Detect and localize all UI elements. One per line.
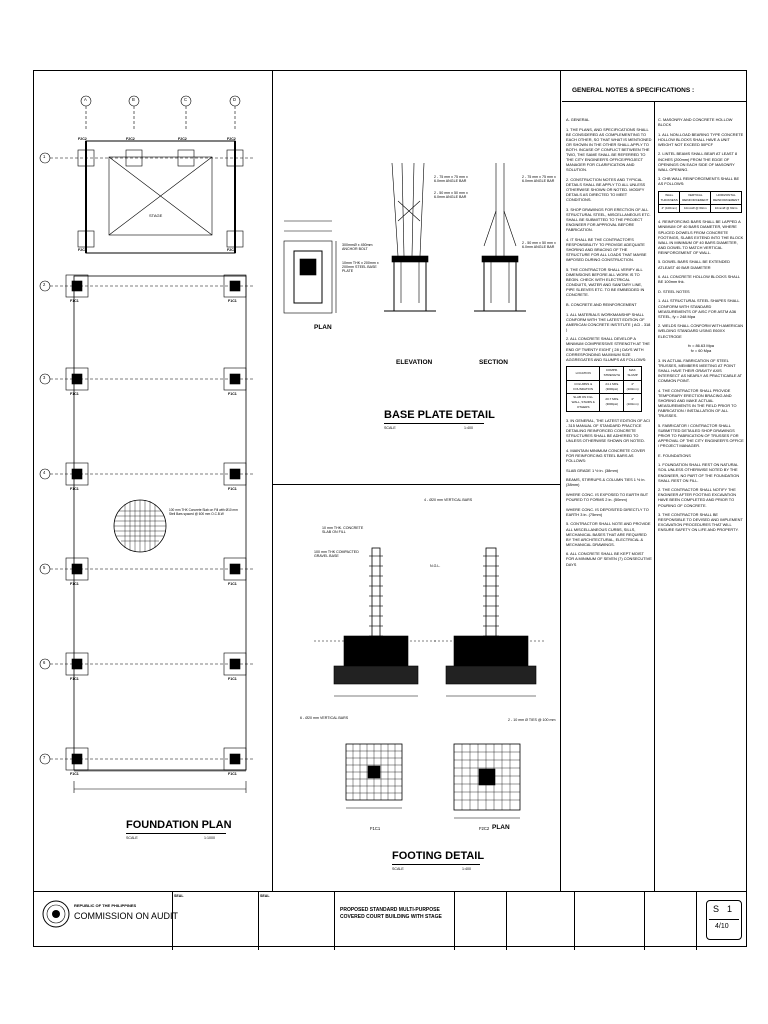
scale-value: 1:400 <box>462 867 471 871</box>
footing-detail-title: FOOTING DETAIL <box>392 850 485 862</box>
note: 2. ALL CONCRETE SHALL DEVELOP A MINIMUM COMPRESSIVE STRENGTH AT THE END OF TWENTY EIGHT ( 28 ) DAYS WITH CORRESPONDING MAXIMUM SIZE AGGREGATES AND SLUMPS AS FOLLOWS: <box>566 336 650 362</box>
plan-label: PLAN <box>492 824 510 831</box>
grid-letter-b: B <box>132 97 135 102</box>
ngl-label: N.G.L. <box>430 564 441 568</box>
note: 4. IT SHALL BE THE CONTRACTOR'S RESPONSIBILITY TO PROVIDE ADEQUATE SHORING AND BRACING OF THE STRUCTURE FOR ALL LOADS THAT MAYBE IMPOSED DURING CONSTRUCTION. <box>566 236 647 263</box>
notes-heading: GENERAL NOTES & SPECIFICATIONS : <box>572 87 695 94</box>
note: 6. ALL CONCRETE SHALL BE KEPT MOIST FOR A MINIMUM OF SEVEN (7) CONSECUTIVE DAYS <box>566 551 652 567</box>
sheet-of: 4/10 <box>715 923 729 930</box>
project-title-line-1: PROPOSED STANDARD MULTI-PURPOSE <box>340 907 440 913</box>
elevation-label: ELEVATION <box>396 359 433 366</box>
note: 4. REINFORCING BARS SHALL BE LAPPED A MINIMUM OF 40 BARS DIAMETER, WHERE SPLICED DOWELS FROM CONCRETE FOOTINGS, SLABS EXTEND INTO THE BLOCK WALL IN MINIMUM OF 40 BARS DIAMETER, AND DOWEL TO MATCH VERTICAL REINFORCEMENT OF WALL. <box>658 219 744 255</box>
table-cell: 20.7 MPa (3000psi) <box>600 393 624 411</box>
grid-number-4: 4 <box>43 470 46 475</box>
callout: 2 - 75 mm x 75 mm x 6.0mm ANGLE BAR <box>522 175 556 184</box>
callout: 2 - 75 mm x 75 mm x 6.0mm ANGLE BAR <box>434 175 468 184</box>
footing-label: F1C1 <box>70 772 79 776</box>
footing-label: F1C1 <box>70 487 79 491</box>
note: D. STEEL NOTES <box>658 288 690 294</box>
scale-label: SCALE <box>392 867 404 871</box>
strength-table <box>566 366 642 412</box>
foundation-plan-title: FOUNDATION PLAN <box>126 819 232 831</box>
note: B. CONCRETE AND REINFORCEMENT <box>566 301 637 307</box>
table-header: LOCATION <box>567 367 600 380</box>
seal-label: SEAL <box>174 894 184 898</box>
footing-label: F1C1 <box>228 299 237 303</box>
note: 1. ALL MATERIALS WORKMANSHIP SHALL CONFORM WITH THE LATEST EDITION OF AMERICAN CONCRETE INSTITUTE ( ACI - 318 ) <box>566 311 651 332</box>
agency-name: COMMISSION ON AUDIT <box>74 911 179 921</box>
table-header: HORIZONTAL REINFORCEMENT <box>711 192 742 205</box>
footing-label: F1C1 <box>228 677 237 681</box>
note: fv = 86.63 Mpa <box>688 343 714 349</box>
grid-letter-d: D <box>233 97 237 102</box>
section-label: SECTION <box>479 359 508 366</box>
note: WHERE CONC. IS DEPOSITED DIRECTLY TO EARTH 3 in. (75mm) <box>566 506 649 517</box>
note: SLAB GRADE 1 ½ in. (38mm) <box>566 467 619 473</box>
footing-label: F1C1 <box>228 582 237 586</box>
footing-label: F1C1 <box>70 392 79 396</box>
callout: 2 - 50 mm x 50 mm x 6.0mm ANGLE BAR <box>522 241 556 250</box>
table-cell: 24.1 MPa (3000psi) <box>600 380 624 393</box>
table-header: WALL THICKNESS <box>659 192 680 205</box>
chb-table <box>658 191 742 213</box>
note: 3. THE CONTRACTOR SHALL BE RESPONSIBLE TO DEVISED AND IMPLEMENT EXCAVATION PROCEDURES THAT WILL ENSURE SAFETY ON LIFE AND PROPERTY. <box>658 512 743 533</box>
scale-label: SCALE <box>126 836 138 840</box>
base-plate-detail-panel <box>274 71 558 484</box>
table-cell: COLUMNS & FOUNDATION <box>567 380 600 393</box>
foundation-plan-panel <box>34 71 270 891</box>
note: 4. MAINTAIN MINIMUM CONCRETE COVER FOR REINFORCING STEEL BARS AS FOLLOWS: <box>566 447 646 464</box>
sheet-number-box <box>706 900 742 940</box>
note: 2. LINTEL BEAMS SHALL BEAR AT LEAST 8 INCHES (200mm) FROM THE EDGE OF OPENINGS ON EACH SIDE OF MASONRY WALL OPENING. <box>658 151 738 172</box>
note: 5. CONTRACTOR SHALL NOTE AND PROVIDE ALL MISCELLANEOUS CURBS, SILLS, MECHANICAL BASES THAT ARE REQUIRED BY THE ARCHITECTURAL, ELECTRICAL & MECHANICAL DRAWINGS. <box>566 521 651 547</box>
table-cell: 10mmØ @ 60cm <box>680 205 711 213</box>
note: 3. SHOP DRAWINGS FOR ERECTION OF ALL STRUCTURAL STEEL, MISCELLANEOUS ETC. SHALL BE SUBMITTED TO THE PROJECT ENGINEER FOR APPROVAL BEFORE FABRICATION. <box>566 206 651 233</box>
note: 5. DOWEL BARS SHALL BE EXTENDED ATLEAST 40 BAR DIAMETER <box>658 259 730 270</box>
note: WHERE CONC. IS EXPOSED TO EARTH BUT POURED TO FORMS 2 in. (50mm) <box>566 492 649 503</box>
note: 3. IN ACTUAL FABRICATION OF STEEL TRUSSES, MEMBERS MEETING AT POINT SHALL HAVE THEIR GRAVITY AXIS INTERSECT AS NEARLY AS PRACTICABLE AT COMMON POINT. <box>658 357 742 384</box>
note: fv = 60 Mpa <box>690 348 712 354</box>
grid-letter-c: C <box>184 97 188 102</box>
table-header: COMPR. STRENGTH <box>600 367 624 380</box>
grid-letter-a: A <box>84 97 87 102</box>
sheet-label: S <box>713 904 720 914</box>
notes-column-1 <box>566 117 652 571</box>
grid-number-7: 7 <box>43 755 46 760</box>
callout: 10 mm THK. CONCRETE SLAB ON FILL <box>322 526 364 535</box>
note: 1. FOUNDATION SHALL REST ON NATURAL SOIL UNLESS OTHERWISE NOTED BY THE ENGINEER, NO PART OF THE FOUNDATION SHALL REST ON FILL. <box>658 462 740 483</box>
footing-label: F1C1 <box>228 487 237 491</box>
note: 2. WELDS SHALL CONFORM WITH AMERICAN WELDING STANDARD USING E60XX ELECTRODE <box>658 323 744 339</box>
note: 5. FABRICATOR / CONTRACTOR SHALL SUBMITTED DETAILED SHOP DRAWINGS PRIOR TO FABRICATION OF TRUSSES FOR APPROVAL OF THE CITY ENGINEER'S OFFICE / PROJECT MANAGER. <box>658 422 744 449</box>
f2c2-label: F2C2 <box>479 826 490 831</box>
table-header: VERTICAL REINFORCEMENT <box>680 192 711 205</box>
grid-number-2: 2 <box>43 282 46 287</box>
note: C. MASONRY AND CONCRETE HOLLOW BLOCK <box>658 117 733 128</box>
footing-label: F1C1 <box>70 582 79 586</box>
agency-top: REPUBLIC OF THE PHILIPPINES <box>74 903 137 908</box>
sheet-number: 1 <box>727 904 733 914</box>
footing-label: F2C2 <box>178 137 187 141</box>
grid-number-3: 3 <box>43 375 46 380</box>
base-plate-title: BASE PLATE DETAIL <box>384 409 495 421</box>
note: 1. THE PLANS, AND SPECIFICATIONS SHALL BE CONSIDERED AS COMPLEMENTING TO EACH OTHER, SO THAT WHAT IS MENTIONED OR SHOWN IN THE OTHER SHALL APPLY TO BOTH. INCASE OF CONFLICT BETWEEN THE TWO, THE SAME SHALL BE REFERRED TO THE CITY ENGINEER'S OFFICE/PROJECT MANAGER FOR CLARIFICATION AND SOLUTION. <box>566 126 652 173</box>
footing-label: F2C2 <box>227 137 236 141</box>
slab-callout: 100 mm THK Concrete Slab on Fill with Ø10 mm Stell Bars spaced @ 600 mm O.C.B.W <box>169 508 238 516</box>
notes-column-2 <box>658 117 744 537</box>
project-title-line-2: COVERED COURT BUILDING WITH STAGE <box>340 914 442 920</box>
drawing-sheet <box>33 70 747 947</box>
footing-label: F2C2 <box>227 248 236 252</box>
note: 2. THE CONTRACTOR SHALL NOTIFY THE ENGINEER AFTER FOOTING EXCAVATION HAVE BEEN COMPLETED AND PRIOR TO POURING OF CONCRETE. <box>658 487 737 508</box>
note: A. GENERAL <box>566 117 590 122</box>
note: 1. ALL NON-LOAD BEARING TYPE CONCRETE HOLLOW BLOCKS SHALL HAVE A UNIT WEIGHT NOT EXCEED 50PCF <box>658 131 744 147</box>
footing-label: F2C2 <box>78 137 87 141</box>
callout: 10mm THK x 200mm x 200mm STEEL BASE PLATE <box>342 261 379 274</box>
callout: 100 mm THK COMPACTED GRAVEL BASE <box>314 550 359 559</box>
table-cell: 4" (100mm) <box>624 393 642 411</box>
note: 3. IN GENERAL, THE LATEST EDITION OF ACI - 315 MANUAL OF STANDARD PRACTICE DETAILING REINFORCED CONCRETE STRUCTURES SHALL BE ADHERED TO UNLESS OTHERWISE SHOWN OR NOTED. <box>566 418 650 444</box>
grid-number-1: 1 <box>43 154 46 159</box>
agency-seal-icon <box>42 900 70 928</box>
table-header: MAX. SLUMP <box>624 367 642 380</box>
callout: 6 - Ø20 mm VERTICAL BARS <box>300 716 349 720</box>
note: E. FOUNDATIONS <box>658 452 691 458</box>
footing-detail-panel <box>274 486 558 891</box>
note: 4. THE CONTRACTOR SHALL PROVIDE TEMPORARY ERECTION BRACING AND SHORING AND MAKE ACTUAL MEASUREMENTS IN THE FIELD PRIOR TO FABRICATION / INSTALLATION OF ALL TRUSSES. <box>658 387 737 419</box>
foundation-plan-drawing <box>34 71 270 891</box>
callout: 2 - 10 mm Ø TIES @ 100 mm <box>508 718 556 722</box>
footing-label: F1C1 <box>70 299 79 303</box>
table-cell: SLAB ON FILL WALL, STAIRS & OTHERS <box>567 393 600 411</box>
footing-label: F1C1 <box>228 392 237 396</box>
footing-label: F1C1 <box>228 772 237 776</box>
callout: 2 - 50 mm x 50 mm x 6.0mm ANGLE BAR <box>434 191 468 200</box>
grid-number-6: 6 <box>43 660 46 665</box>
grid-number-5: 5 <box>43 565 46 570</box>
footing-label: F1C1 <box>70 677 79 681</box>
table-cell: 4" (100mm) <box>624 380 642 393</box>
table-cell: 4" (100mm) <box>659 205 680 213</box>
footing-detail-drawing <box>274 486 558 891</box>
plan-label: PLAN <box>314 324 332 331</box>
scale-value: 1:400 <box>464 426 473 430</box>
note: 6. ALL CONCRETE HOLLOW BLOCKS SHALL BE 100mm thk. <box>658 274 740 285</box>
scale-value: 1:1000 <box>204 836 215 840</box>
svg-text:STAGE: STAGE <box>149 213 163 218</box>
callout: 4 - Ø20 mm VERTICAL BARS <box>424 498 473 502</box>
note: 2. CONSTRUCTION NOTES AND TYPICAL DETAILS SHALL BE APPLY TO ALL UNLESS OTHERWISE SHOWN OR NOTED. MODIFY DETAILS AS DIRECTED TO MEET CONDITIONS. <box>566 176 646 203</box>
table-cell: 10mmØ @ 60cm <box>711 205 742 213</box>
scale-label: SCALE <box>384 426 396 430</box>
footing-label: F2C2 <box>126 137 135 141</box>
note: BEAMS, STIRRUPS & COLUMN TIES 1 ½ in. (38mm) <box>566 477 646 488</box>
title-block <box>34 891 746 947</box>
note: 3. CHB WALL REINFORCEMENTS SHALL BE AS FOLLOWS: <box>658 176 740 187</box>
f1c1-label: F1C1 <box>370 826 381 831</box>
note: 1. ALL STRUCTURAL STEEL SHAPES SHALL CONFORM WITH STANDARD MEASUREMENTS OF AISC FOR ASTM A36 STEEL, fy = 248 Mpa <box>658 298 740 319</box>
callout: 300mmØ x 450mm ANCHOR BOLT <box>342 243 373 252</box>
footing-label: F2C2 <box>78 248 87 252</box>
seal-label: SEAL <box>260 894 270 898</box>
note: 5. THE CONTRACTOR SHALL VERIFY ALL DIMENSIONS BEFORE ALL WORK IS TO BEGIN. CHECK WITH ELECTRICAL CONDUITS, WATER AND SANITARY LINE, PIPE SLEEVES ETC. TO BE EMBEDDED IN CONCRETE. <box>566 266 645 298</box>
general-notes-panel <box>562 71 746 891</box>
